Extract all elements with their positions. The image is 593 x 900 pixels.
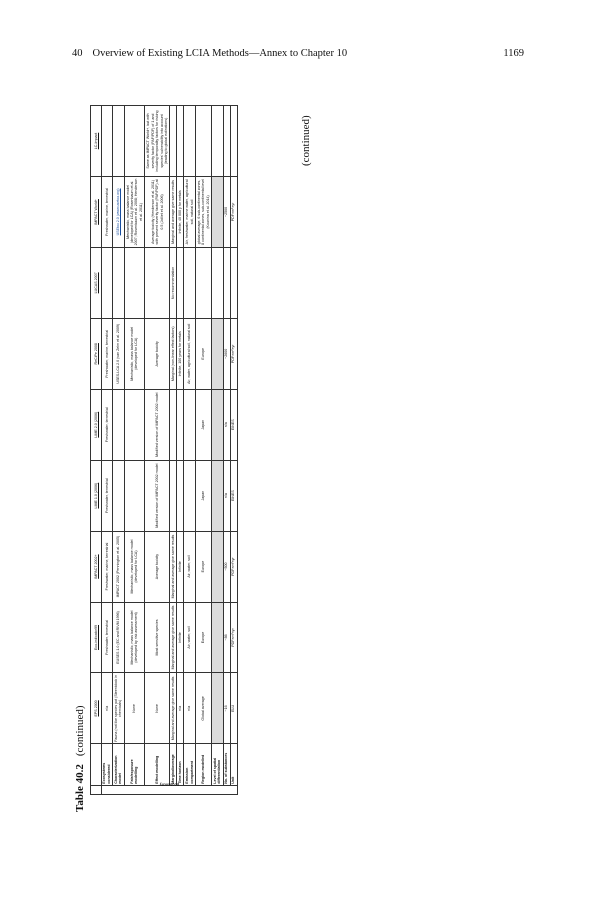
method-header: LIME 2.0 (2006) — [91, 389, 102, 460]
method-header: ReCiPe 2008 — [91, 318, 102, 389]
table-cell: Infinite, 100 years for metals — [177, 318, 184, 389]
method-header: LIME 1.0 (2006) — [91, 460, 102, 531]
table-cell: n/a — [101, 673, 113, 744]
table-cell: Europe — [195, 531, 211, 602]
table-cell: EINES — [230, 389, 237, 460]
table-cell: Mechanistic, mass balance model (developed for LCA) (Rosenbaum et al. 2007; Rosenbaum et al. 2008; Henderson et al. 2011) — [124, 176, 145, 247]
method-header: IMPACT 2002+ — [91, 531, 102, 602]
table-cell: Freshwater, marine, terrestrial — [101, 531, 113, 602]
table-cell: Modified version of IMPACT 2002 model — [145, 389, 170, 460]
row-label: Marginal/average — [170, 744, 177, 786]
table-cell — [184, 460, 196, 531]
table-cell — [212, 531, 224, 602]
table-row — [101, 106, 113, 795]
table-cell: EUSES 1.0 (EC and RIVM 1996) — [113, 602, 125, 673]
table-cell: Global average — [195, 673, 211, 744]
table-cell — [177, 106, 184, 177]
table-cell: Modified version of IMPACT 2002 model — [145, 460, 170, 531]
table-cell: PDF×m²×yr — [230, 318, 237, 389]
chapter-title: Overview of Existing LCIA Methods—Annex to Chapter 10 — [92, 48, 348, 59]
row-label: Ecosystems considered — [101, 744, 113, 786]
table-cell: n/a — [223, 460, 230, 531]
table-cell: Europe — [195, 602, 211, 673]
table-cell: Air, water, agricultural soil, natural soil — [184, 318, 196, 389]
table-cell: PDF×m²×yr — [230, 531, 237, 602]
table-cell: Same as IMPACT World+, but with severity factor (PAF/PDF) of 1 and including temporality factors for risking species' vulnerability into account (leading to global extinctions) — [145, 106, 170, 177]
table-cell — [124, 389, 145, 460]
table-cell: Mechanistic, mass balance model (developed for LCA) — [124, 318, 145, 389]
table-cell — [170, 389, 177, 460]
table-cell — [230, 247, 237, 318]
row-label: Unit — [230, 744, 237, 786]
row-label: Fate/exposure modelling — [124, 744, 145, 786]
header-empty-label — [91, 744, 102, 786]
method-header: EPS 2000 — [91, 673, 102, 744]
table-row — [177, 106, 184, 795]
table-cell — [212, 460, 224, 531]
table-cell — [177, 460, 184, 531]
row-label: Emission compartment — [184, 744, 196, 786]
table-cell: n/a — [184, 673, 196, 744]
table-number: Table 40.2 — [74, 764, 86, 812]
table-cell: Average toxicity — [145, 318, 170, 389]
row-label: Effect modelling — [145, 744, 170, 786]
table-cell — [170, 460, 177, 531]
usetox-link[interactable]: USEtox 2.0 (www.usetox.org) — [113, 176, 125, 247]
table-cell: ELU — [230, 673, 237, 744]
table-cell: EINES — [230, 460, 237, 531]
row-label: Level of spatial differentiation — [212, 744, 224, 786]
row-group-ecotoxicity — [101, 782, 237, 795]
table-cell: Europe — [195, 318, 211, 389]
table-cell: PDF×m²×yr — [230, 176, 237, 247]
table-cell: Marginal and average give same results — [170, 602, 177, 673]
group-label: Ecotoxicity — [159, 782, 179, 787]
table-cell: Average toxicity (Henderson et al. 2011) with present severity factor (PAF/PDF) at 0.5 (Jolliet et al. 2006) — [145, 176, 170, 247]
table-cell: ~2600 — [223, 318, 230, 389]
method-header: LUCAS 2007 — [91, 247, 102, 318]
table-cell — [145, 247, 170, 318]
table-cell — [223, 106, 230, 177]
row-label: Time horizon — [177, 744, 184, 786]
table-cell: Most sensitive species — [145, 602, 170, 673]
table-cell: Japan — [195, 460, 211, 531]
row-label: Region modelled — [195, 744, 211, 786]
table-cell: Freshwater, marine, terrestrial — [101, 318, 113, 389]
table-cell: Infinite — [177, 602, 184, 673]
table-cell: ~16 — [223, 673, 230, 744]
running-head — [72, 48, 524, 64]
table-cell — [101, 247, 113, 318]
table-cell: Freshwater, marine, terrestrial — [101, 176, 113, 247]
table-cell — [113, 106, 125, 177]
continued-footer: (continued) — [300, 115, 312, 166]
table-cell: No recommendation — [170, 247, 177, 318]
table-cell: n/a — [223, 389, 230, 460]
table-row — [223, 106, 230, 795]
table-cell — [195, 247, 211, 318]
header-empty-group — [91, 786, 102, 795]
table-cell: Infinite — [177, 531, 184, 602]
method-header: Eco-indicator99 — [91, 602, 102, 673]
table-cell — [113, 460, 125, 531]
table-row — [195, 106, 211, 795]
table-cell — [170, 106, 177, 177]
table-cell: n/a — [177, 673, 184, 744]
table-cell — [212, 247, 224, 318]
table-cell — [113, 247, 125, 318]
table-row — [170, 106, 177, 795]
row-label: Characterization model — [113, 744, 125, 786]
row-label: No. of substances — [223, 744, 230, 786]
table-cell — [212, 389, 224, 460]
caption-note: (continued) — [74, 705, 86, 757]
table-cell: Freshwater, terrestrial — [101, 460, 113, 531]
table-cell — [184, 106, 196, 177]
lcia-table — [90, 105, 238, 795]
table-cell: Freshwater, terrestrial — [101, 389, 113, 460]
table-cell — [113, 389, 125, 460]
table-row — [184, 106, 196, 795]
table-cell — [212, 176, 224, 247]
table-caption — [74, 705, 86, 812]
table-cell: Marginal and average give same results — [170, 176, 177, 247]
table-cell — [101, 106, 113, 177]
table-cell — [124, 460, 145, 531]
table-cell — [230, 106, 237, 177]
table-cell — [212, 106, 224, 177]
table-cell: Air, freshwater, marine water, agricultural soil, natural soil — [184, 176, 196, 247]
table-row — [145, 106, 170, 795]
table-cell: global average, 6 sub-continental zones, 8 continental zones, sub-continental level (Kounina et al. 2014) — [195, 176, 211, 247]
table-header-row — [91, 106, 102, 795]
table-cell: Marginal (non-linear effect factors) — [170, 318, 177, 389]
table-cell: PDF×m²×yr — [230, 602, 237, 673]
table-cell: IMPACT 2002 (Pennington et al. 2005) — [113, 531, 125, 602]
table-row — [212, 106, 224, 795]
table-cell — [195, 106, 211, 177]
table-cell: ~500 — [223, 531, 230, 602]
table-cell: Marginal and average give same results — [170, 531, 177, 602]
table-cell: None — [124, 673, 145, 744]
page-number: 1169 — [503, 48, 524, 59]
rotated-table-wrapper — [90, 105, 290, 795]
table-cell: USES-LCA 2.0 (van Zelm et al. 2009) — [113, 318, 125, 389]
table-cell — [212, 318, 224, 389]
table-cell: Japan — [195, 389, 211, 460]
table-cell: None — [145, 673, 170, 744]
method-header: IMPACT World+ — [91, 176, 102, 247]
table-row — [113, 106, 125, 795]
running-head-left — [72, 48, 347, 59]
table-cell: Mechanistic, mass balance model (developed by risk assessment) — [124, 602, 145, 673]
table-cell: Freshwater, terrestrial — [101, 602, 113, 673]
table-cell: Average toxicity — [145, 531, 170, 602]
table-cell — [212, 673, 224, 744]
table-cell — [177, 247, 184, 318]
table-cell — [212, 602, 224, 673]
table-cell — [223, 247, 230, 318]
table-cell — [124, 106, 145, 177]
table-cell — [124, 247, 145, 318]
table-cell: Air, water, soil — [184, 602, 196, 673]
table-row — [124, 106, 145, 795]
table-cell: Fauna (not like species pot (Steenblock in chemicals) — [113, 673, 125, 744]
table-cell: ~2500 — [223, 176, 230, 247]
table-cell: Air, water, soil — [184, 531, 196, 602]
table-cell: ~86 — [223, 602, 230, 673]
table-cell: Infinite, 40 000 y for metals — [177, 176, 184, 247]
table-row — [230, 106, 237, 795]
table-cell: Mechanistic, mass balance model (developed for LCA) — [124, 531, 145, 602]
method-header: LC-Impact — [91, 106, 102, 177]
chapter-number: 40 — [72, 48, 83, 59]
table-cell: Marginal and average give same results — [170, 673, 177, 744]
table-cell — [184, 389, 196, 460]
table-cell — [177, 389, 184, 460]
table-cell — [184, 247, 196, 318]
